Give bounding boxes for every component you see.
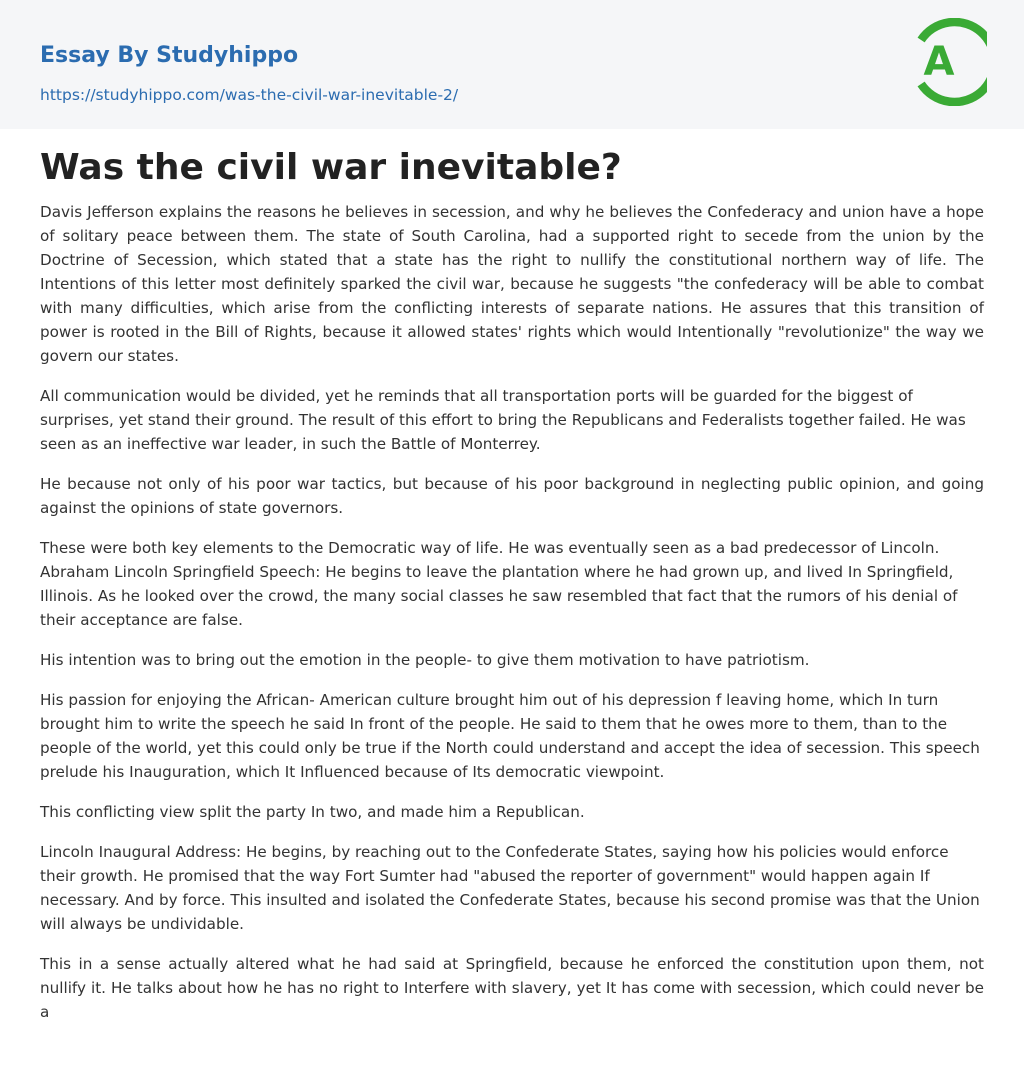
essay-body	[40, 200, 984, 1040]
essay-paragraph: He because not only of his poor war tactics, but because of his poor background in neglecting public opinion, and going against the opinions of state governors.	[40, 475, 984, 517]
site-header	[0, 0, 1024, 129]
site-brand[interactable]: Essay By Studyhippo	[40, 43, 299, 68]
essay-paragraph: All communication would be divided, yet he reminds that all transportation ports will be guarded for the biggest of surprises, yet stand their ground. The result of this effort to bring the Republicans and Federalists together failed. He was seen as an ineffective war leader, in such the Battle of Monterrey.	[40, 387, 966, 453]
essay-paragraph: These were both key elements to the Democratic way of life. He was eventually seen as a bad predecessor of Lincoln. Abraham Lincoln Springfield Speech: He begins to leave the plantation where he had grown up, and lived In Springfield, Illinois. As he looked over the crowd, the many social classes he saw resembled that fact that the rumors of his denial of their acceptance are false.	[40, 539, 958, 629]
essay-paragraph: Davis Jefferson explains the reasons he believes in secession, and why he believes the Confederacy and union have a hope of solitary peace between them. The state of South Carolina, had a supported right to secede from the union by the Doctrine of Secession, which stated that a state has the right to nullify the constitutional northern way of life. The Intentions of this letter most definitely sparked the civil war, because he suggests "the confederacy will be able to combat with many difficulties, which arise from the conflicting interests of separate nations. He assures that this transition of power is rooted in the Bill of Rights, because it allowed states' rights which would Intentionally "revolutionize" the way we govern our states.	[40, 203, 984, 365]
page-title: Was the civil war inevitable?	[40, 147, 622, 188]
logo-letter: A	[923, 39, 955, 85]
essay-paragraph: His intention was to bring out the emotion in the people- to give them motivation to have patriotism.	[40, 651, 810, 669]
essay-paragraph: His passion for enjoying the African- American culture brought him out of his depression f leaving home, which In turn brought him to write the speech he said In front of the people. He said to them that he owes more to them, than to the people of the world, yet this could only be true if the North could understand and accept the idea of secession. This speech prelude his Inauguration, which It Influenced because of Its democratic viewpoint.	[40, 691, 980, 781]
studyhippo-logo-icon[interactable]	[911, 18, 987, 106]
source-url-link[interactable]: https://studyhippo.com/was-the-civil-war-inevitable-2/	[40, 86, 459, 104]
essay-paragraph: Lincoln Inaugural Address: He begins, by reaching out to the Confederate States, saying how his policies would enforce their growth. He promised that the way Fort Sumter had "abused the reporter of government" would happen again If necessary. And by force. This insulted and isolated the Confederate States, because his second promise was that the Union will always be undividable.	[40, 843, 980, 933]
essay-paragraph: This conflicting view split the party In two, and made him a Republican.	[40, 803, 585, 821]
essay-paragraph: This in a sense actually altered what he had said at Springfield, because he enforced the constitution upon them, not nullify it. He talks about how he has no right to Interfere with slavery, yet It has come with secession, which could never be a	[40, 955, 984, 1021]
